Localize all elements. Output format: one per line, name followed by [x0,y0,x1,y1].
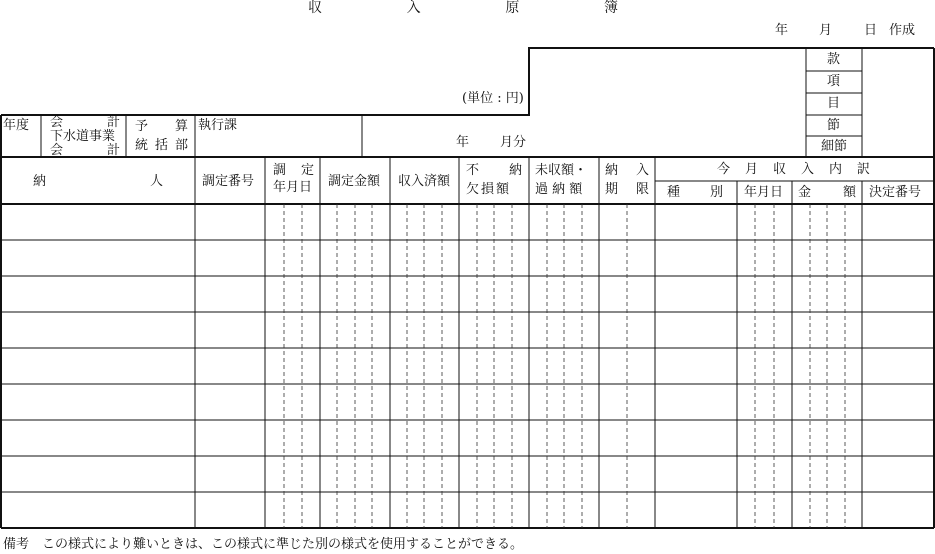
col-assessment-date-line1: 調 定 [273,163,314,178]
col-assessment-no: 調定番号 [202,174,255,189]
date-month: 月 [819,23,833,38]
fiscal-year-label: 年度 [3,118,30,133]
date-day: 日 [864,23,878,38]
col-uncollected-line1: 未収額・ [535,163,588,178]
col-decision-no: 決定番号 [869,185,922,200]
col-loss-amount-line2: 欠損額 [466,182,512,197]
account-item-kou: 項 [827,74,841,89]
col-due-date-line1: 納 入 [605,163,649,178]
account-item-setsu: 節 [827,118,841,133]
account-item-kan: 款 [827,52,841,67]
executing-section-label: 執行課 [198,118,238,133]
col-breakdown-type: 種 別 [667,185,723,200]
budget-dept-line2: 統 括 部 [135,138,188,153]
col-due-date-line2: 期 限 [605,182,649,197]
account-type-line2: 下水道事業 [50,129,116,144]
period-year: 年 [456,135,470,150]
footnote: 備考 この様式により難いときは、この様式に準じた別の様式を使用することができる。 [3,537,524,552]
col-assessed-amount: 調定金額 [328,174,381,189]
col-monthly-breakdown: 今 月 収 入 内 訳 [717,162,870,177]
account-type-line3: 会 計 [50,143,120,158]
date-year: 年 [775,23,789,38]
account-type-line1: 会 計 [50,115,120,130]
col-uncollected-line2: 過 納 額 [535,182,583,197]
form-title: 収 入 原 簿 [308,0,618,16]
col-received-amount: 収入済額 [398,174,451,189]
budget-dept-line1: 予 算 [135,119,188,134]
col-assessment-date-line2: 年月日 [273,180,313,195]
col-breakdown-amount: 金 額 [798,185,856,200]
account-item-moku: 目 [827,96,841,111]
col-loss-amount-line1: 不 納 [466,163,522,178]
account-item-saisetsu: 細節 [821,139,848,154]
unit-label: (単位 : 円) [462,91,524,106]
col-breakdown-date: 年月日 [744,185,784,200]
date-suffix: 作成 [889,23,916,38]
col-payer: 納 人 [33,174,163,189]
period-month: 月分 [500,135,527,150]
